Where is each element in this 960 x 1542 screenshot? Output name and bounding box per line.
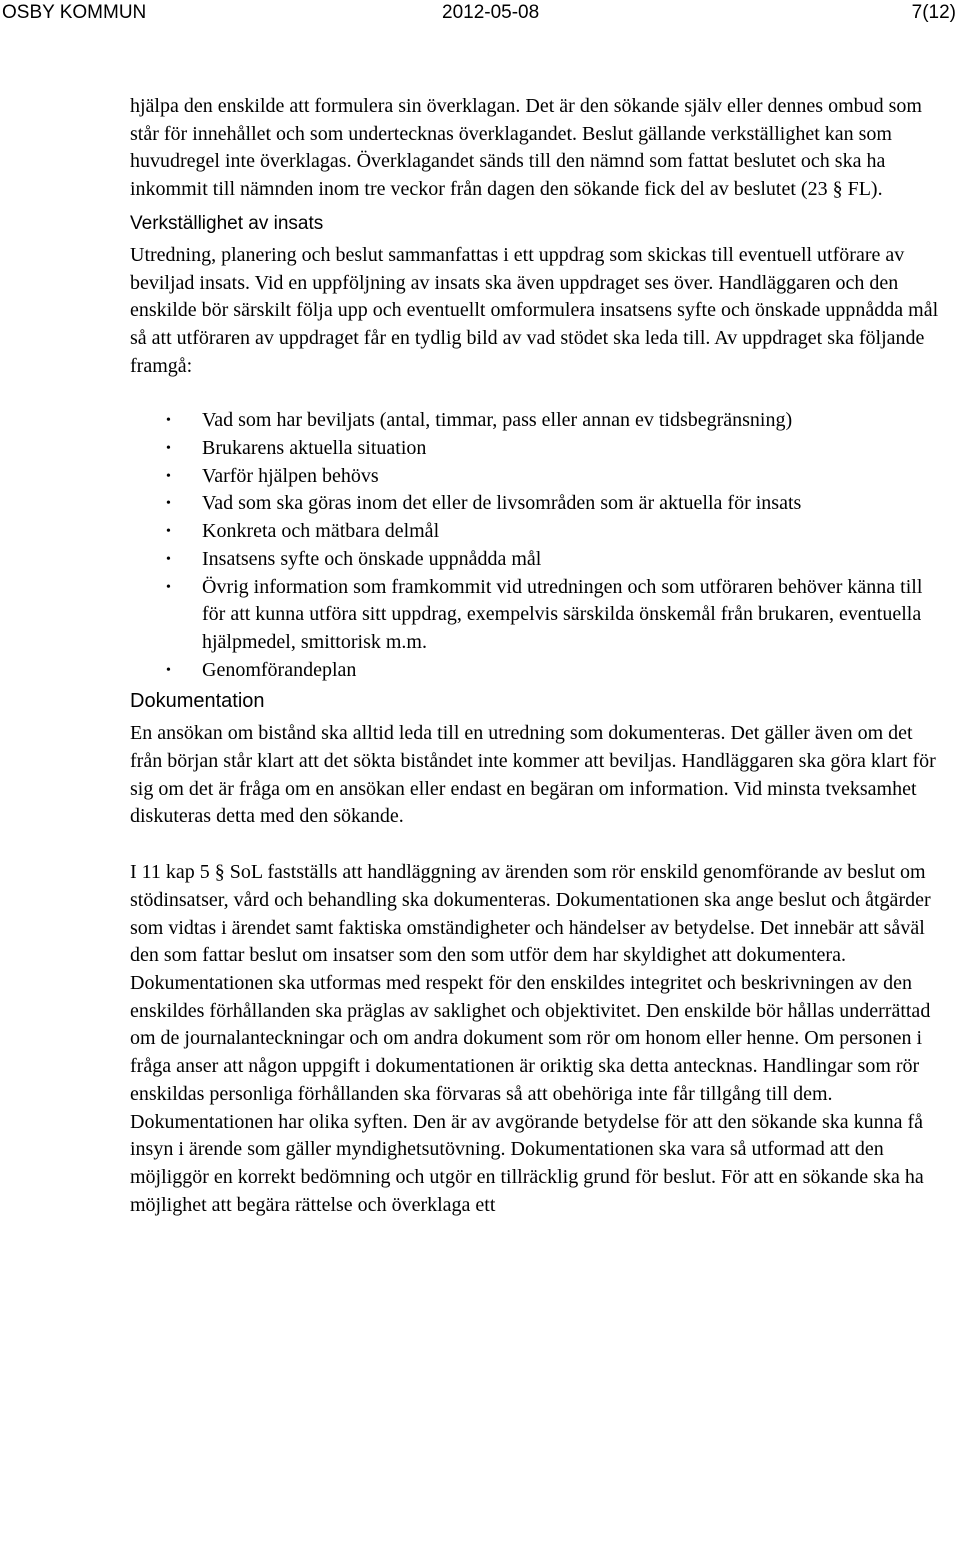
bullet-icon: •: [166, 441, 171, 457]
document-body: [130, 93, 945, 1219]
list-item-text: Varför hjälpen behövs: [202, 464, 379, 487]
list-item-text: Övrig information som framkommit vid utredningen och som utföraren behöver känna till för att kunna utföra sitt uppdrag, exempelvis särskilda önskemål från brukaren, eventuella hjälpmedel, smittorisk m.m.: [202, 575, 923, 653]
bullet-icon: •: [166, 662, 171, 678]
spacer: [130, 380, 945, 407]
bullet-icon: •: [166, 579, 171, 595]
list-item-text: Vad som har beviljats (antal, timmar, pass eller annan ev tidsbegränsning): [202, 409, 793, 432]
list-item: [130, 546, 945, 574]
list-item-text: Konkreta och mätbara delmål: [202, 520, 440, 543]
list-item: [130, 463, 945, 491]
list-item: [130, 407, 945, 435]
list-item: [130, 435, 945, 463]
list-item-text: Vad som ska göras inom det eller de livsområden som är aktuella för insats: [202, 492, 802, 515]
paragraph-sol: I 11 kap 5 § SoL fastställs att handläggning av ärenden som rör enskild genomförande av beslut om stödinsatser, vård och behandling ska dokumenteras. Dokumentationen ska ange beslut och åtgärder som vidtas i ärendet samt faktiska omständigheter och händelser av betydelse. Det innebär att såväl den som fattar beslut om insatser som den som utför dem har skyldighet att dokumentera. Dokumentationen ska utformas med respekt för den enskildes integritet och beskrivningen av den enskildes förhållanden ska präglas av saklighet och objektivitet. Den enskilde bör hållas underrättad om de journalanteckningar och om andra dokument som rör om honom eller henne. Om personen i fråga anser att någon uppgift i dokumentationen är oriktig ska detta antecknas. Handlingar som rör enskildas personliga förhållanden ska förvaras så att obehöriga inte får tillgång till dem. Dokumentationen har olika syften. Den är av avgörande betydelse för att den sökande ska kunna få insyn i ärende som gäller myndighetsutövning. Dokumentationen ska vara så utformad att den möjliggör en korrekt bedömning och utgör en tillräcklig grund för beslut. För att en sökande ska ha möjlighet att begära rättelse och överklaga ett: [130, 861, 931, 1216]
paragraph-ansokan: En ansökan om bistånd ska alltid leda till en utredning som dokumenteras. Det gäller även om det från början står klart att det sökta biståndet inte kommer att beviljas. Handläggaren ska göra klart för sig om det är fråga om en ansökan eller endast en begäran om information. Vid minsta tveksamhet diskuteras detta med den sökande.: [130, 722, 936, 828]
spacer: [130, 831, 945, 859]
requirements-list: [130, 407, 945, 684]
paragraph-utredning: Utredning, planering och beslut sammanfattas i ett uppdrag som skickas till eventuell utförare av beviljad insats. Vid en uppföljning av insats ska även uppdraget ses över. Handläggaren och den enskilde bör särskilt följa upp och eventuellt omformulera insatsens syfte och önskade uppnådda mål så att utföraren av uppdraget får en tydlig bild av vad stödet ska leda till. Av uppdraget ska följande framgå:: [130, 243, 939, 377]
bullet-icon: •: [166, 413, 171, 429]
bullet-icon: •: [166, 468, 171, 484]
list-item: [130, 518, 945, 546]
list-item: [130, 657, 945, 685]
list-item-text: Brukarens aktuella situation: [202, 437, 427, 460]
list-item-text: Insatsens syfte och önskade uppnådda mål: [202, 547, 542, 570]
header-date: 2012-05-08: [442, 2, 540, 23]
bullet-icon: •: [166, 496, 171, 512]
paragraph-appeal: hjälpa den enskilde att formulera sin överklagan. Det är den sökande själv eller dennes ombud som står för innehållet och som undertecknas överklagandet. Beslut gällande verkställighet kan som huvudregel inte överklagas. Överklagandet sänds till den nämnd som fattat beslutet och ska ha inkommit till nämnden inom tre veckor från dagen den sökande fick del av beslutet (23 § FL).: [130, 95, 922, 201]
list-item-text: Genomförandeplan: [202, 658, 357, 681]
list-item: [130, 490, 945, 518]
bullet-icon: •: [166, 551, 171, 567]
page-header: [0, 0, 960, 26]
header-organization: OSBY KOMMUN: [2, 2, 147, 23]
list-item: [130, 574, 945, 657]
heading-dokumentation: Dokumentation: [130, 690, 265, 713]
header-page-number: 7(12): [911, 2, 956, 23]
heading-verkstallighet: Verkställighet av insats: [130, 212, 324, 234]
bullet-icon: •: [166, 524, 171, 540]
